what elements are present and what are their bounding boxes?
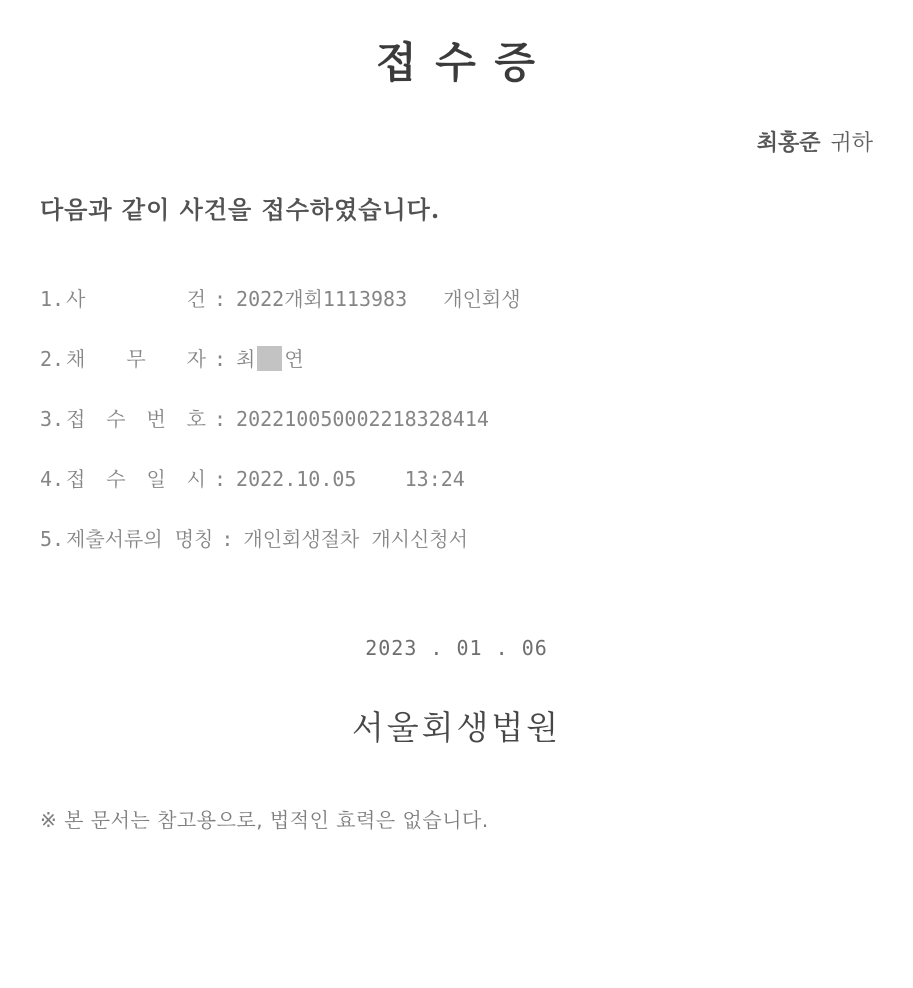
row-colon: : <box>214 467 227 491</box>
row-number: 5. <box>40 527 65 551</box>
row-label: 접 수 일 시 <box>66 467 206 491</box>
row-colon: : <box>214 347 227 371</box>
row-number: 1. <box>40 287 65 311</box>
row-value: 개인회생절차 개시신청서 <box>243 527 468 551</box>
recipient-line <box>757 126 873 157</box>
disclaimer-note: ※ 본 문서는 참고용으로, 법적인 효력은 없습니다. <box>40 808 489 832</box>
row-number: 2. <box>40 347 65 371</box>
row-colon: : <box>214 287 227 311</box>
recipient-honorific: 귀하 <box>830 131 873 156</box>
row-colon: : <box>221 527 234 551</box>
row-number: 4. <box>40 467 65 491</box>
case-details-list <box>40 284 521 584</box>
row-value: 202210050002218328414 <box>236 407 489 431</box>
issue-date: 2023 . 01 . 06 <box>365 636 548 660</box>
recipient-name: 최홍준 <box>756 130 821 156</box>
redaction-box <box>257 346 282 371</box>
case-detail-row <box>40 404 521 434</box>
case-detail-row <box>40 284 521 314</box>
row-label: 제 출 서 류 의 명 칭 <box>66 527 214 551</box>
case-detail-row <box>40 344 521 374</box>
court-name: 서울회생법원 <box>351 708 562 747</box>
row-number: 3. <box>40 407 65 431</box>
intro-text: 다음과 같이 사건을 접수하였습니다. <box>40 195 441 224</box>
row-value: 최 연 <box>236 347 304 371</box>
row-label: 사 건 <box>66 287 206 311</box>
row-value: 2022개회1113983 개인회생 <box>236 287 521 311</box>
row-label: 채 무 자 <box>66 347 206 371</box>
document-title: 접 수 증 <box>376 38 537 87</box>
row-colon: : <box>214 407 227 431</box>
case-detail-row <box>40 524 521 554</box>
row-label: 접 수 번 호 <box>66 407 206 431</box>
case-detail-row <box>40 464 521 494</box>
row-value: 2022.10.05 13:24 <box>236 467 465 491</box>
